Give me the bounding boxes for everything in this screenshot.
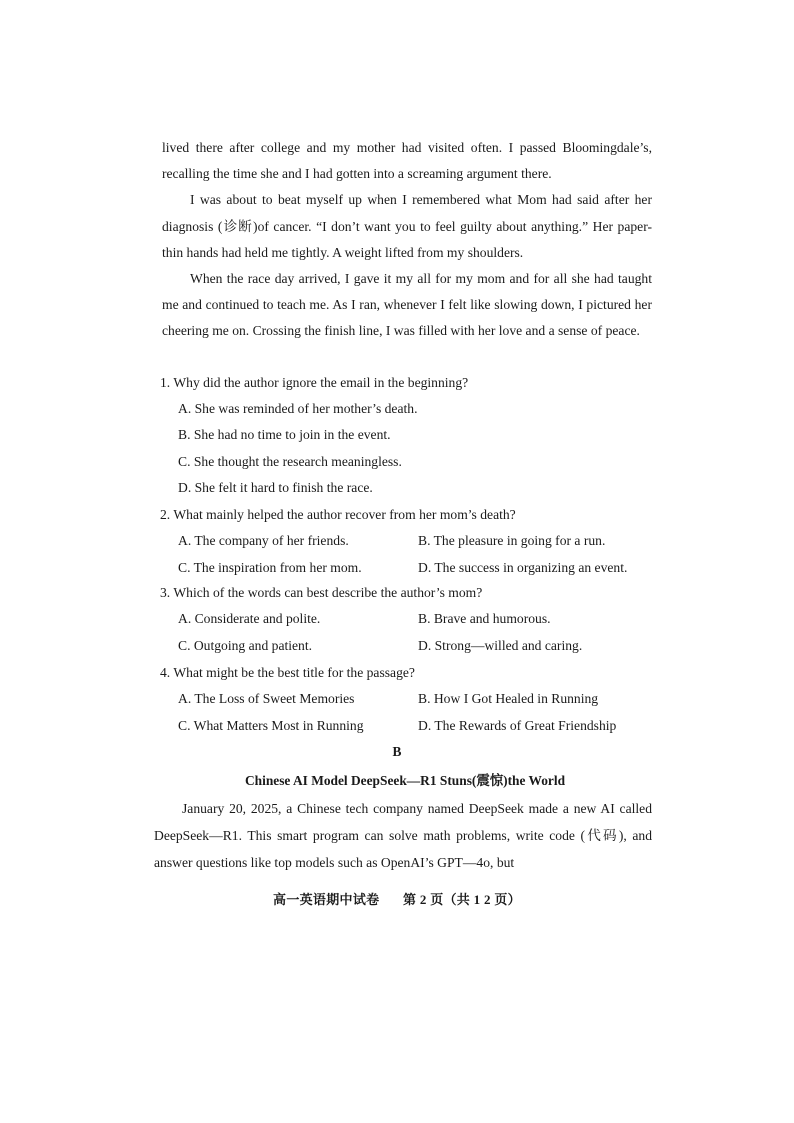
paragraph-3: When the race day arrived, I gave it my all for my mom and for all she had taught me and continued to teach me. As I ran, whenever I felt like slowing down, I pictured her cheering me on. Crossing the finish line, I was filled with her love and a sense of peace. [162, 271, 652, 339]
question-2 [160, 502, 660, 581]
paragraph-b-1: January 20, 2025, a Chinese tech company named DeepSeek made a new AI called DeepSeek—R1. This smart program can solve math problems, write code (代码), and answer questions like top models such as OpenAI’s GPT—4o, but [154, 801, 652, 870]
option-c: C. She thought the research meaningless. [178, 453, 402, 469]
question-stem: 1. Why did the author ignore the email in the beginning? [160, 375, 469, 390]
page-footer [0, 889, 794, 908]
option-b: B. The pleasure in going for a run. [418, 533, 606, 548]
passage-title: Chinese AI Model DeepSeek—R1 Stuns(震惊)the World [244, 773, 566, 788]
question-stem: 3. Which of the words can best describe the author’s mom? [160, 585, 483, 600]
paragraph-1: lived there after college and my mother had visited often. I passed Bloomingdale’s, recalling the time she and I had gotten into a screaming argument there. [162, 140, 652, 182]
paragraph-2: I was about to beat myself up when I remembered what Mom had said after her diagnosis (诊断)of cancer. “I don’t want you to feel guilty about anything.” Her paper-thin hands had held me tightly. A weight lifted from my shoulders. [162, 192, 652, 260]
passage-continuation [162, 135, 652, 345]
section-letter: B [392, 744, 402, 759]
passage-b-body [154, 795, 652, 876]
option-d: D. Strong—willed and caring. [418, 637, 583, 653]
option-b: B. She had no time to join in the event. [178, 427, 391, 443]
option-d: D. The success in organizing an event. [418, 559, 628, 575]
option-d: D. The Rewards of Great Friendship [418, 717, 617, 733]
page-number: 第 2 页（共 1 2 页） [403, 892, 521, 907]
question-1 [160, 370, 660, 501]
exam-name: 高一英语期中试卷 [273, 892, 380, 907]
option-a: A. Considerate and polite. [178, 611, 321, 626]
option-a: A. She was reminded of her mother’s death. [178, 401, 418, 416]
question-4 [160, 660, 660, 739]
question-3 [160, 580, 660, 659]
option-c: C. The inspiration from her mom. [178, 559, 362, 575]
option-d: D. She felt it hard to finish the race. [178, 479, 373, 495]
option-b: B. Brave and humorous. [418, 611, 551, 626]
option-a: A. The Loss of Sweet Memories [178, 691, 355, 706]
question-stem: 2. What mainly helped the author recover from her mom’s death? [160, 507, 516, 522]
option-c: C. What Matters Most in Running [178, 717, 364, 733]
option-c: C. Outgoing and patient. [178, 637, 313, 653]
option-b: B. How I Got Healed in Running [418, 691, 599, 706]
question-stem: 4. What might be the best title for the passage? [160, 665, 415, 680]
option-a: A. The company of her friends. [178, 533, 349, 548]
